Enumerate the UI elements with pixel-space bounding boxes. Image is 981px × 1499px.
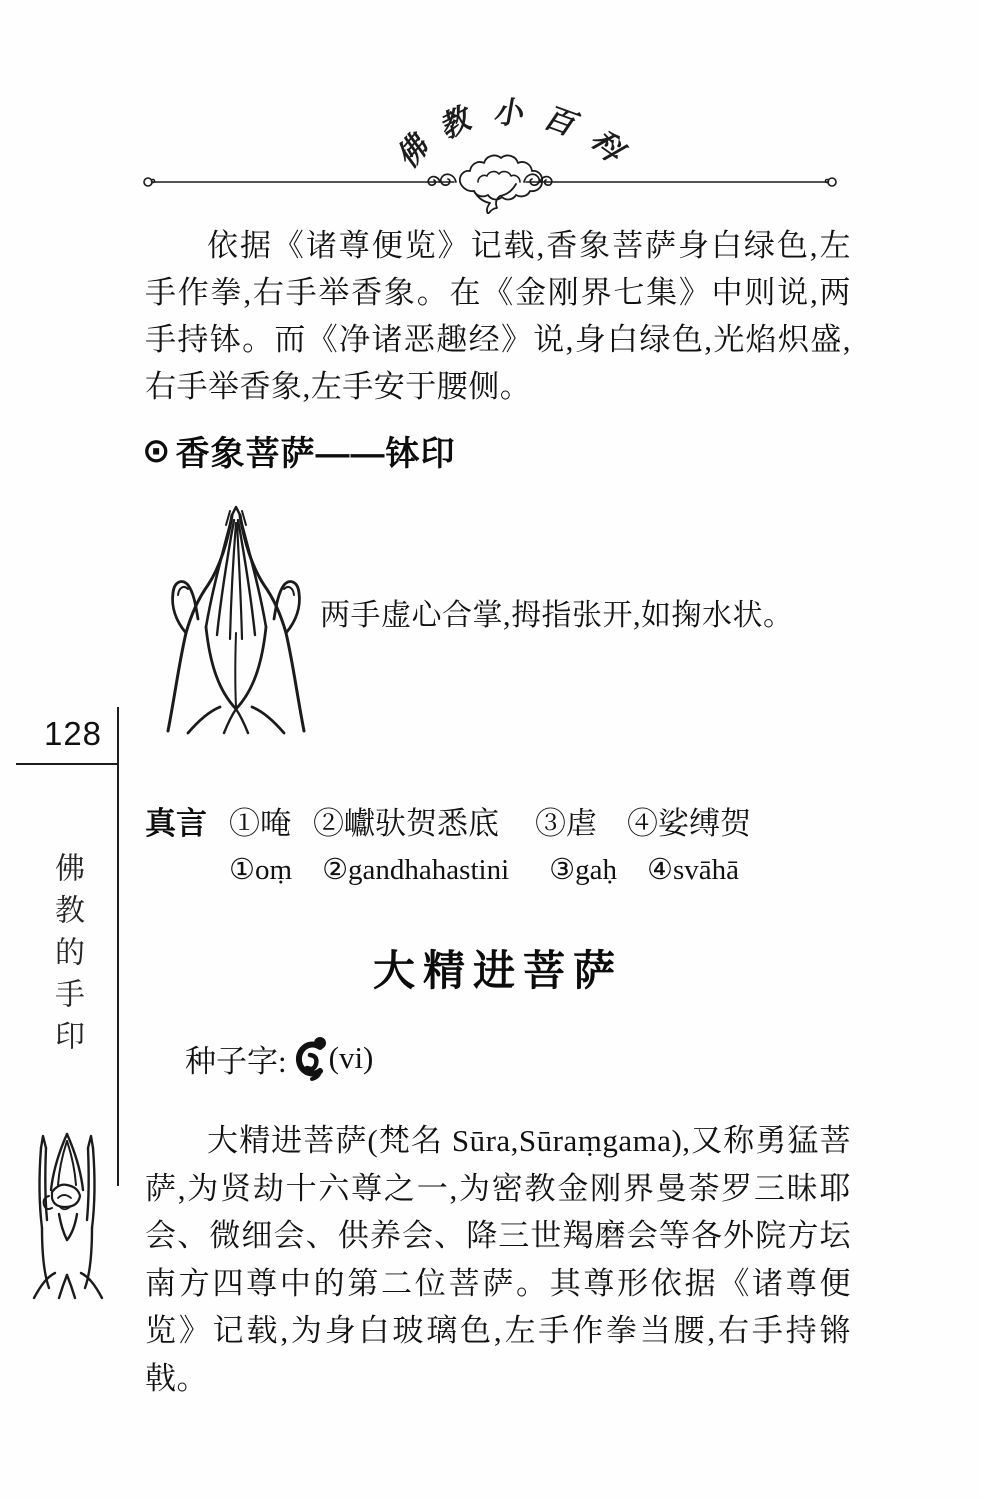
mantra-roman-item: ②gandhahastini	[322, 854, 510, 886]
mantra-cn-item: ①唵	[229, 806, 291, 841]
mudra-caption: 两手虚心合掌,拇指张开,如掬水状。	[320, 599, 794, 632]
praying-hands-illustration	[148, 503, 324, 735]
seed-romanization: (vi)	[328, 1040, 374, 1075]
siddham-seed-vi-glyph	[291, 1034, 327, 1082]
arc-title-char: 佛	[389, 129, 436, 175]
page-number: 128	[43, 715, 103, 752]
section2-paragraph: 大精进菩萨(梵名 Sūra,Sūraṃgama),又称勇猛菩萨,为贤劫十六尊之一,为密教金刚界曼荼罗三昧耶会、微细会、供养会、降三世羯磨会等各外院方坛南方四尊中的第二位菩萨。其尊形依据《诸尊便览》记载,为身白玻璃色,左手作拳当腰,右手持锵戟。	[145, 1123, 851, 1396]
mantra-cn-item: ④娑缚贺	[627, 806, 751, 841]
arc-title-char: 百	[538, 99, 579, 143]
mantra-roman-item: ④svāhā	[647, 854, 740, 886]
seed-syllable-line	[185, 1034, 373, 1082]
section1-heading-text: 香象菩萨——钵印	[175, 435, 456, 473]
arc-title-char: 科	[583, 122, 630, 169]
mantra-roman-item: ①oṃ	[229, 854, 293, 886]
joined-hands-illustration	[28, 1128, 108, 1300]
intro-paragraph: 依据《诸尊便览》记载,香象菩萨身白绿色,左手作拳,右手举香象。在《金刚界七集》中则说,两手持钵。而《净诸恶趣经》说,身白绿色,光焰炽盛,右手举香象,左手安于腰侧。	[145, 228, 851, 404]
arc-title-char: 教	[433, 101, 476, 147]
mantra-row-chinese	[229, 798, 781, 843]
margin-vertical-rule	[117, 707, 119, 1186]
mantra-cn-item: ②巘驮贺悉底	[313, 806, 499, 841]
header-divider-cloud-ornament	[138, 148, 842, 214]
section2-title: 大精进菩萨	[372, 947, 623, 994]
bullseye-bullet-icon: ⊙	[142, 431, 172, 470]
mantra-label: 真言	[145, 806, 207, 841]
arc-title-char: 小	[491, 94, 524, 132]
section1-heading	[142, 426, 456, 475]
mantra-cn-item: ③虐	[535, 806, 597, 841]
page-number-rule	[16, 763, 117, 765]
mantra-row-romanized	[229, 852, 769, 887]
margin-vertical-title: 佛教的手印	[50, 852, 83, 1062]
seed-label: 种子字:	[185, 1043, 287, 1079]
mantra-roman-item: ③gaḥ	[549, 854, 618, 886]
